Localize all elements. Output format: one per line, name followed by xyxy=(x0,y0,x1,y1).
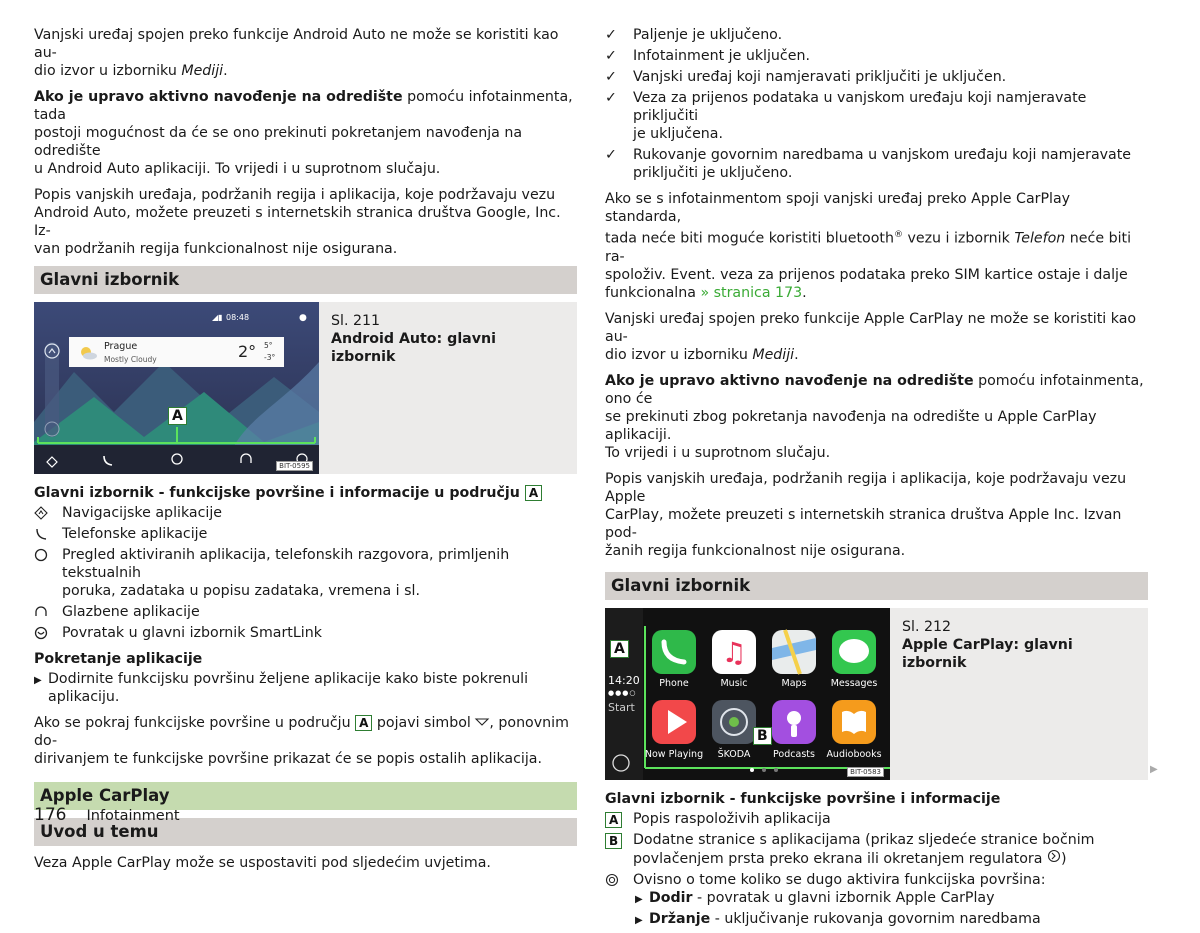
weather-city: Prague xyxy=(104,341,138,352)
paragraph-carplay-navigation: Ako je upravo aktivno navođenje na odredište pomoću infotainmenta, ono će se prekinuti zbog pokretanja navođenja na odredište u Apple CarPlay aplikaciji. To vrijedi i u suprotnom slučaju. xyxy=(605,372,1144,461)
callout-label-b: B xyxy=(753,727,772,745)
paragraph-carplay-conditions: Veza Apple CarPlay može se uspostaviti pod sljedećim uvjetima. xyxy=(34,855,491,871)
left-column xyxy=(34,26,577,880)
check-icon: ✓ xyxy=(605,90,617,106)
label-box-a: A xyxy=(525,485,542,501)
section-heading-main-menu: Glavni izbornik xyxy=(34,266,577,294)
check-icon: ✓ xyxy=(605,147,617,163)
check-item: ✓ Paljenje je uključeno. xyxy=(605,27,783,43)
figure-code: BIT-0583 xyxy=(847,767,884,777)
figure-title: Apple CarPlay: glavni izbornik xyxy=(902,636,1073,671)
app-label[interactable]: Maps xyxy=(781,677,807,689)
triangle-bullet-icon: ▶ xyxy=(635,914,643,926)
figure-title: Android Auto: glavni izbornik xyxy=(331,331,496,365)
section-heading-intro: Uvod u temu xyxy=(34,818,577,846)
signal-dots-icon: ●●●○ xyxy=(608,688,637,697)
triangle-bullet-icon: ▶ xyxy=(635,893,643,905)
list-item: Navigacijske aplikacije xyxy=(34,504,577,522)
mic-icon[interactable]: ● xyxy=(299,313,307,323)
figure-caption xyxy=(319,302,577,474)
list-item: Telefonske aplikacije xyxy=(34,525,577,543)
paragraph-carplay-devices: Popis vanjskih uređaja, podržanih regija i aplikacija, koje podržavaju vezu Apple CarPlay, možete preuzeti s internetskih stranica društva Apple Inc. Izvan pod- žanih regija funkcionalnost nije osigurana. xyxy=(605,470,1127,559)
callout-label-a: A xyxy=(168,407,187,425)
app-label[interactable]: Audiobooks xyxy=(826,748,882,760)
paragraph-carplay-bluetooth: Ako se s infotainmentom spoji vanjski uređaj preko Apple CarPlay standarda, tada neće biti moguće koristiti bluetooth® vezu i izbornik Telefon neće biti ra- spoloživ. Event. veza za prijenos podataka preko SIM kartice ostaje i dalje funkcionalna » stranica 173. xyxy=(605,191,1132,301)
headphones-icon xyxy=(34,605,50,619)
figure-android-auto xyxy=(34,302,577,474)
label-box-b: B xyxy=(605,833,622,849)
app-label[interactable]: Phone xyxy=(659,677,689,689)
figure-code: BIT-0595 xyxy=(276,461,313,471)
sub-item: ▶ Dodir - povratak u glavni izbornik Apple CarPlay xyxy=(605,889,1148,909)
rotary-knob-icon xyxy=(1047,849,1061,863)
run-instruction: ▶ Dodirnite funkcijsku površinu željene aplikacije kako biste pokrenuli aplikaciju. xyxy=(34,671,529,705)
list-item: Ovisno o tome koliko se dugo aktivira funkcijska površina: xyxy=(605,871,1148,889)
run-heading: Pokretanje aplikacije xyxy=(34,651,203,667)
smartlink-icon xyxy=(34,626,50,640)
navigation-icon xyxy=(34,506,50,520)
page-number: 176 xyxy=(34,805,67,825)
weather-temp: 2° xyxy=(238,342,257,361)
paragraph-carplay-audio: Vanjski uređaj spojen preko funkcije Apple CarPlay ne može se koristiti kao au- dio izvor u izborniku Mediji. xyxy=(605,310,1137,363)
check-icon: ✓ xyxy=(605,69,617,85)
figure-apple-carplay xyxy=(605,608,1148,780)
app-label[interactable]: Podcasts xyxy=(773,748,815,760)
label-box-a: A xyxy=(605,812,622,828)
app-label[interactable]: Music xyxy=(720,677,748,689)
paragraph-android-audio: Vanjski uređaj spojen preko funkcije Android Auto ne može se koristiti kao au- dio izvor u izborniku Mediji. xyxy=(34,27,559,79)
phone-icon xyxy=(34,527,50,541)
weather-low: -3° xyxy=(264,353,276,362)
check-icon: ✓ xyxy=(605,27,617,43)
chevron-down-icon xyxy=(475,717,489,727)
weather-condition: Mostly Cloudy xyxy=(104,355,157,364)
paragraph-more-apps: Ako se pokraj funkcijske površine u području A pojavi simbol , ponovnim do- dirivanjem te funkcijske površine prikazat će se popis ostalih aplikacija. xyxy=(34,715,569,767)
page-footer xyxy=(34,805,180,825)
clock-text: 08:48 xyxy=(226,313,250,322)
android-auto-background-svg xyxy=(34,302,319,474)
list-item: Pregled aktiviranih aplikacija, telefonskih razgovora, primljenih tekstualnih poruka, zadataka u popisu zadataka, vremena i sl. xyxy=(34,546,577,600)
check-item: ✓ Rukovanje govornim naredbama u vanjskom uređaju koji namjeravate priključiti je uključeno. xyxy=(605,147,1132,181)
start-label: Start xyxy=(608,700,635,714)
carplay-screen xyxy=(605,608,890,780)
triangle-bullet-icon: ▶ xyxy=(34,675,42,686)
weather-high: 5° xyxy=(264,341,273,350)
android-auto-screen xyxy=(34,302,319,474)
sub-item: ▶ Držanje - uključivanje rukovanja govornim naredbama xyxy=(605,910,1148,930)
list-item: B Dodatne stranice s aplikacijama (prikaz sljedeće stranice bočnim povlačenjem prsta preko ekrana ili okretanjem regulatora ) xyxy=(605,831,1148,868)
figure-number: Sl. 212 xyxy=(902,618,952,635)
status-time: 14:20 xyxy=(608,673,640,687)
app-label[interactable]: Now Playing xyxy=(644,748,704,760)
list-heading: Glavni izbornik - funkcijske površine i informacije xyxy=(605,790,1001,807)
svg-text:♫: ♫ xyxy=(721,635,747,669)
list-item: A Popis raspoloživih aplikacija xyxy=(605,810,1148,828)
paragraph-android-devices: Popis vanjskih uređaja, podržanih regija i aplikacija, koje podržavaju vezu Android Auto, možete preuzeti s internetskih stranica društva Google, Inc. Iz- van podržanih regija funkcionalnost nije osigurana. xyxy=(34,187,561,257)
label-box-a: A xyxy=(355,715,372,731)
paragraph-android-navigation: Ako je upravo aktivno navođenje na odredište pomoću infotainmenta, tada postoji mogućnost da će se ono prekinuti pokretanjem navođenja na odredište u Android Auto aplikaciji. To vrijedi i u suprotnom slučaju. xyxy=(34,89,573,177)
figure-number: Sl. 211 xyxy=(331,313,381,329)
next-page-arrow-icon: ▶ xyxy=(1150,764,1158,775)
app-label[interactable]: Messages xyxy=(830,677,878,689)
home-button-icon xyxy=(605,873,621,887)
app-label[interactable]: ŠKODA xyxy=(717,748,751,760)
section-heading-apple-carplay: Apple CarPlay xyxy=(34,782,577,810)
check-icon: ✓ xyxy=(605,48,617,64)
signal-icon: ◢▮ xyxy=(212,313,223,322)
check-item: ✓ Vanjski uređaj koji namjeravati priključiti je uključen. xyxy=(605,69,1007,85)
callout-label-a: A xyxy=(610,640,629,658)
page-chapter: Infotainment xyxy=(86,808,180,824)
list-item: Povratak u glavni izbornik SmartLink xyxy=(34,624,577,642)
page-link[interactable]: » stranica 173 xyxy=(700,284,803,301)
list-item: Glazbene aplikacije xyxy=(34,603,577,621)
right-column xyxy=(605,26,1148,933)
circle-icon xyxy=(34,548,50,562)
figure-caption xyxy=(890,608,1148,780)
check-item: ✓ Veza za prijenos podataka u vanjskom uređaju koji namjeravate priključiti je uključena. xyxy=(605,90,1087,142)
check-item: ✓ Infotainment je uključen. xyxy=(605,48,810,64)
list-heading: Glavni izbornik - funkcijske površine i informacije u području A xyxy=(34,484,577,502)
section-heading-main-menu: Glavni izbornik xyxy=(605,572,1148,600)
